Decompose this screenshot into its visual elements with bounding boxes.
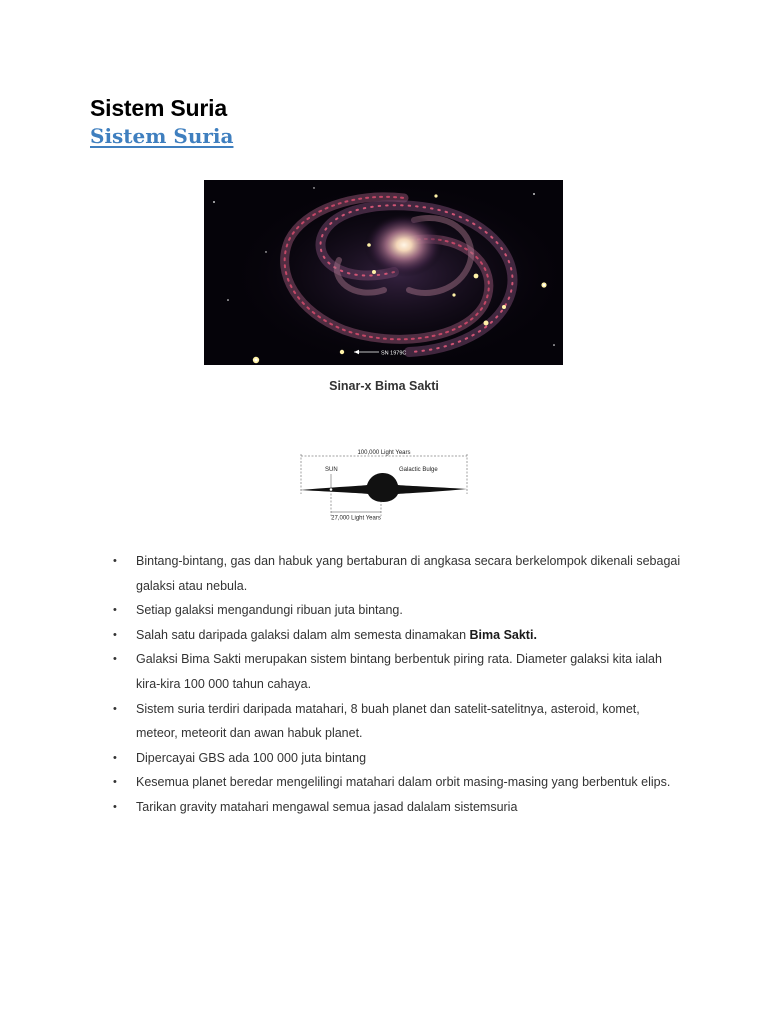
- galaxy-disc-shape: [300, 473, 467, 502]
- subtitle-link[interactable]: Sistem Suria: [90, 124, 234, 148]
- sun-label: SUN: [325, 467, 338, 473]
- bullet-icon: •: [113, 702, 117, 715]
- sun-marker: [330, 488, 333, 491]
- list-item: • Salah satu daripada galaksi dalam alm semesta dinamakan Bima Sakti.: [112, 623, 682, 648]
- fact-list: [112, 549, 682, 820]
- bullet-icon: •: [113, 628, 117, 641]
- list-item: • Setiap galaksi mengandungi ribuan juta bintang.: [112, 598, 682, 623]
- galaxy-diagram: [295, 446, 475, 524]
- bullet-icon: •: [113, 751, 117, 764]
- bullet-icon: •: [113, 555, 117, 567]
- bullet-icon: •: [113, 653, 117, 666]
- bullet-icon: •: [113, 800, 117, 813]
- list-item: • Bintang-bintang, gas dan habuk yang bertaburan di angkasa secara berkelompok dikenali sebagai galaksi atau nebula.: [112, 549, 682, 598]
- bullet-icon: •: [113, 776, 117, 789]
- diameter-label: 100,000 Light Years: [357, 450, 411, 456]
- list-item: • Tarikan gravity matahari mengawal semua jasad dalalam sistemsuria: [112, 795, 682, 820]
- galaxy-name: Bima Sakti.: [469, 627, 537, 642]
- list-item: • Kesemua planet beredar mengelilingi matahari dalam orbit masing-masing yang berbentuk elips.: [112, 770, 682, 795]
- bulge-label: Galactic Bulge: [399, 467, 438, 473]
- list-item: • Sistem suria terdiri daripada matahari, 8 buah planet dan satelit-satelitnya, asteroid, komet, meteor, meteorit dan awan habuk planet.: [112, 697, 682, 746]
- supernova-label: SN 1979C: [381, 350, 407, 357]
- image-caption: Sinar-x Bima Sakti: [329, 379, 439, 393]
- bullet-icon: •: [113, 604, 117, 617]
- page-title: Sistem Suria: [90, 95, 227, 121]
- galaxy-image: [204, 180, 563, 365]
- list-item: • Galaksi Bima Sakti merupakan sistem bintang berbentuk piring rata. Diameter galaksi kita ialah kira-kira 100 000 tahun cahaya.: [112, 647, 682, 696]
- distance-label: 27,000 Light Years: [331, 515, 381, 522]
- list-item: • Dipercayai GBS ada 100 000 juta bintang: [112, 746, 682, 771]
